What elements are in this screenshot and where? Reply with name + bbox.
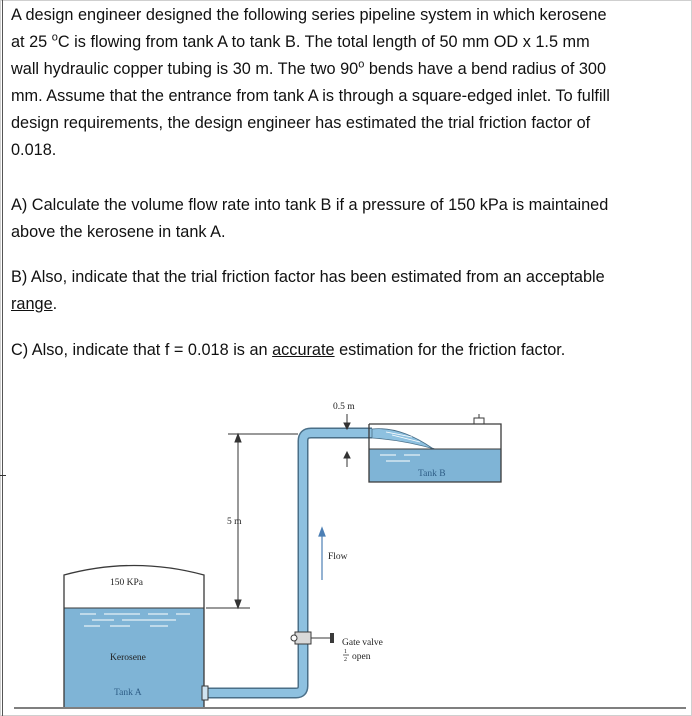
intro-line-4: mm. Assume that the entrance from tank A is through a square-edged inlet. To fulfill <box>11 87 610 105</box>
five-meter-dimension <box>206 434 298 608</box>
intro-line-3-pre: wall hydraulic copper tubing is 30 m. The two 90 <box>11 60 359 78</box>
inlet-flange <box>202 686 208 700</box>
part-b-line-2-end: . <box>52 295 58 313</box>
degree-symbol: o <box>51 31 58 44</box>
label-gate-valve: Gate valve <box>342 638 383 648</box>
label-valve-fraction-numerator: 1 <box>344 649 347 655</box>
label-five-meter: 5 m <box>227 517 242 527</box>
tank-b-vent <box>474 414 484 424</box>
intro-line-2-post: C is flowing from tank A to tank B. The total length of 50 mm OD x 1.5 mm <box>57 33 590 51</box>
intro-line-2-pre: at 25 <box>11 33 52 51</box>
label-tank-a: Tank A <box>114 688 142 698</box>
label-valve-fraction-denominator: 2 <box>344 657 347 663</box>
intro-line-5: design requirements, the design engineer has estimated the trial friction factor of <box>11 114 591 132</box>
label-flow: Flow <box>328 552 348 562</box>
discharge-jet <box>372 429 438 450</box>
label-tank-b: Tank B <box>418 469 446 479</box>
part-b-underlined-word: range <box>11 295 53 313</box>
label-valve-open: open <box>352 652 371 662</box>
intro-line-3-post: bends have a bend radius of 300 <box>364 60 607 78</box>
part-b-line-1: B) Also, indicate that the trial friction factor has been estimated from an acceptable <box>11 268 605 286</box>
intro-line-6: 0.018. <box>11 141 57 159</box>
label-pressure: 150 KPa <box>110 578 143 588</box>
intro-line-1: A design engineer designed the following series pipeline system in which kerosene <box>11 6 607 24</box>
gate-valve-symbol <box>291 632 334 644</box>
label-kerosene: Kerosene <box>110 653 146 663</box>
degree-symbol: o <box>358 58 365 71</box>
label-half-meter: 0.5 m <box>333 402 355 412</box>
part-a-line-2: above the kerosene in tank A. <box>11 223 226 241</box>
half-meter-dimension <box>344 414 350 467</box>
part-a-line-1: A) Calculate the volume flow rate into tank B if a pressure of 150 kPa is maintained <box>11 196 609 214</box>
part-c-pre: C) Also, indicate that f = 0.018 is an <box>11 341 273 359</box>
part-c-underlined-word: accurate <box>272 341 335 359</box>
part-c-post: estimation for the friction factor. <box>334 341 566 359</box>
flow-arrow <box>319 528 325 580</box>
